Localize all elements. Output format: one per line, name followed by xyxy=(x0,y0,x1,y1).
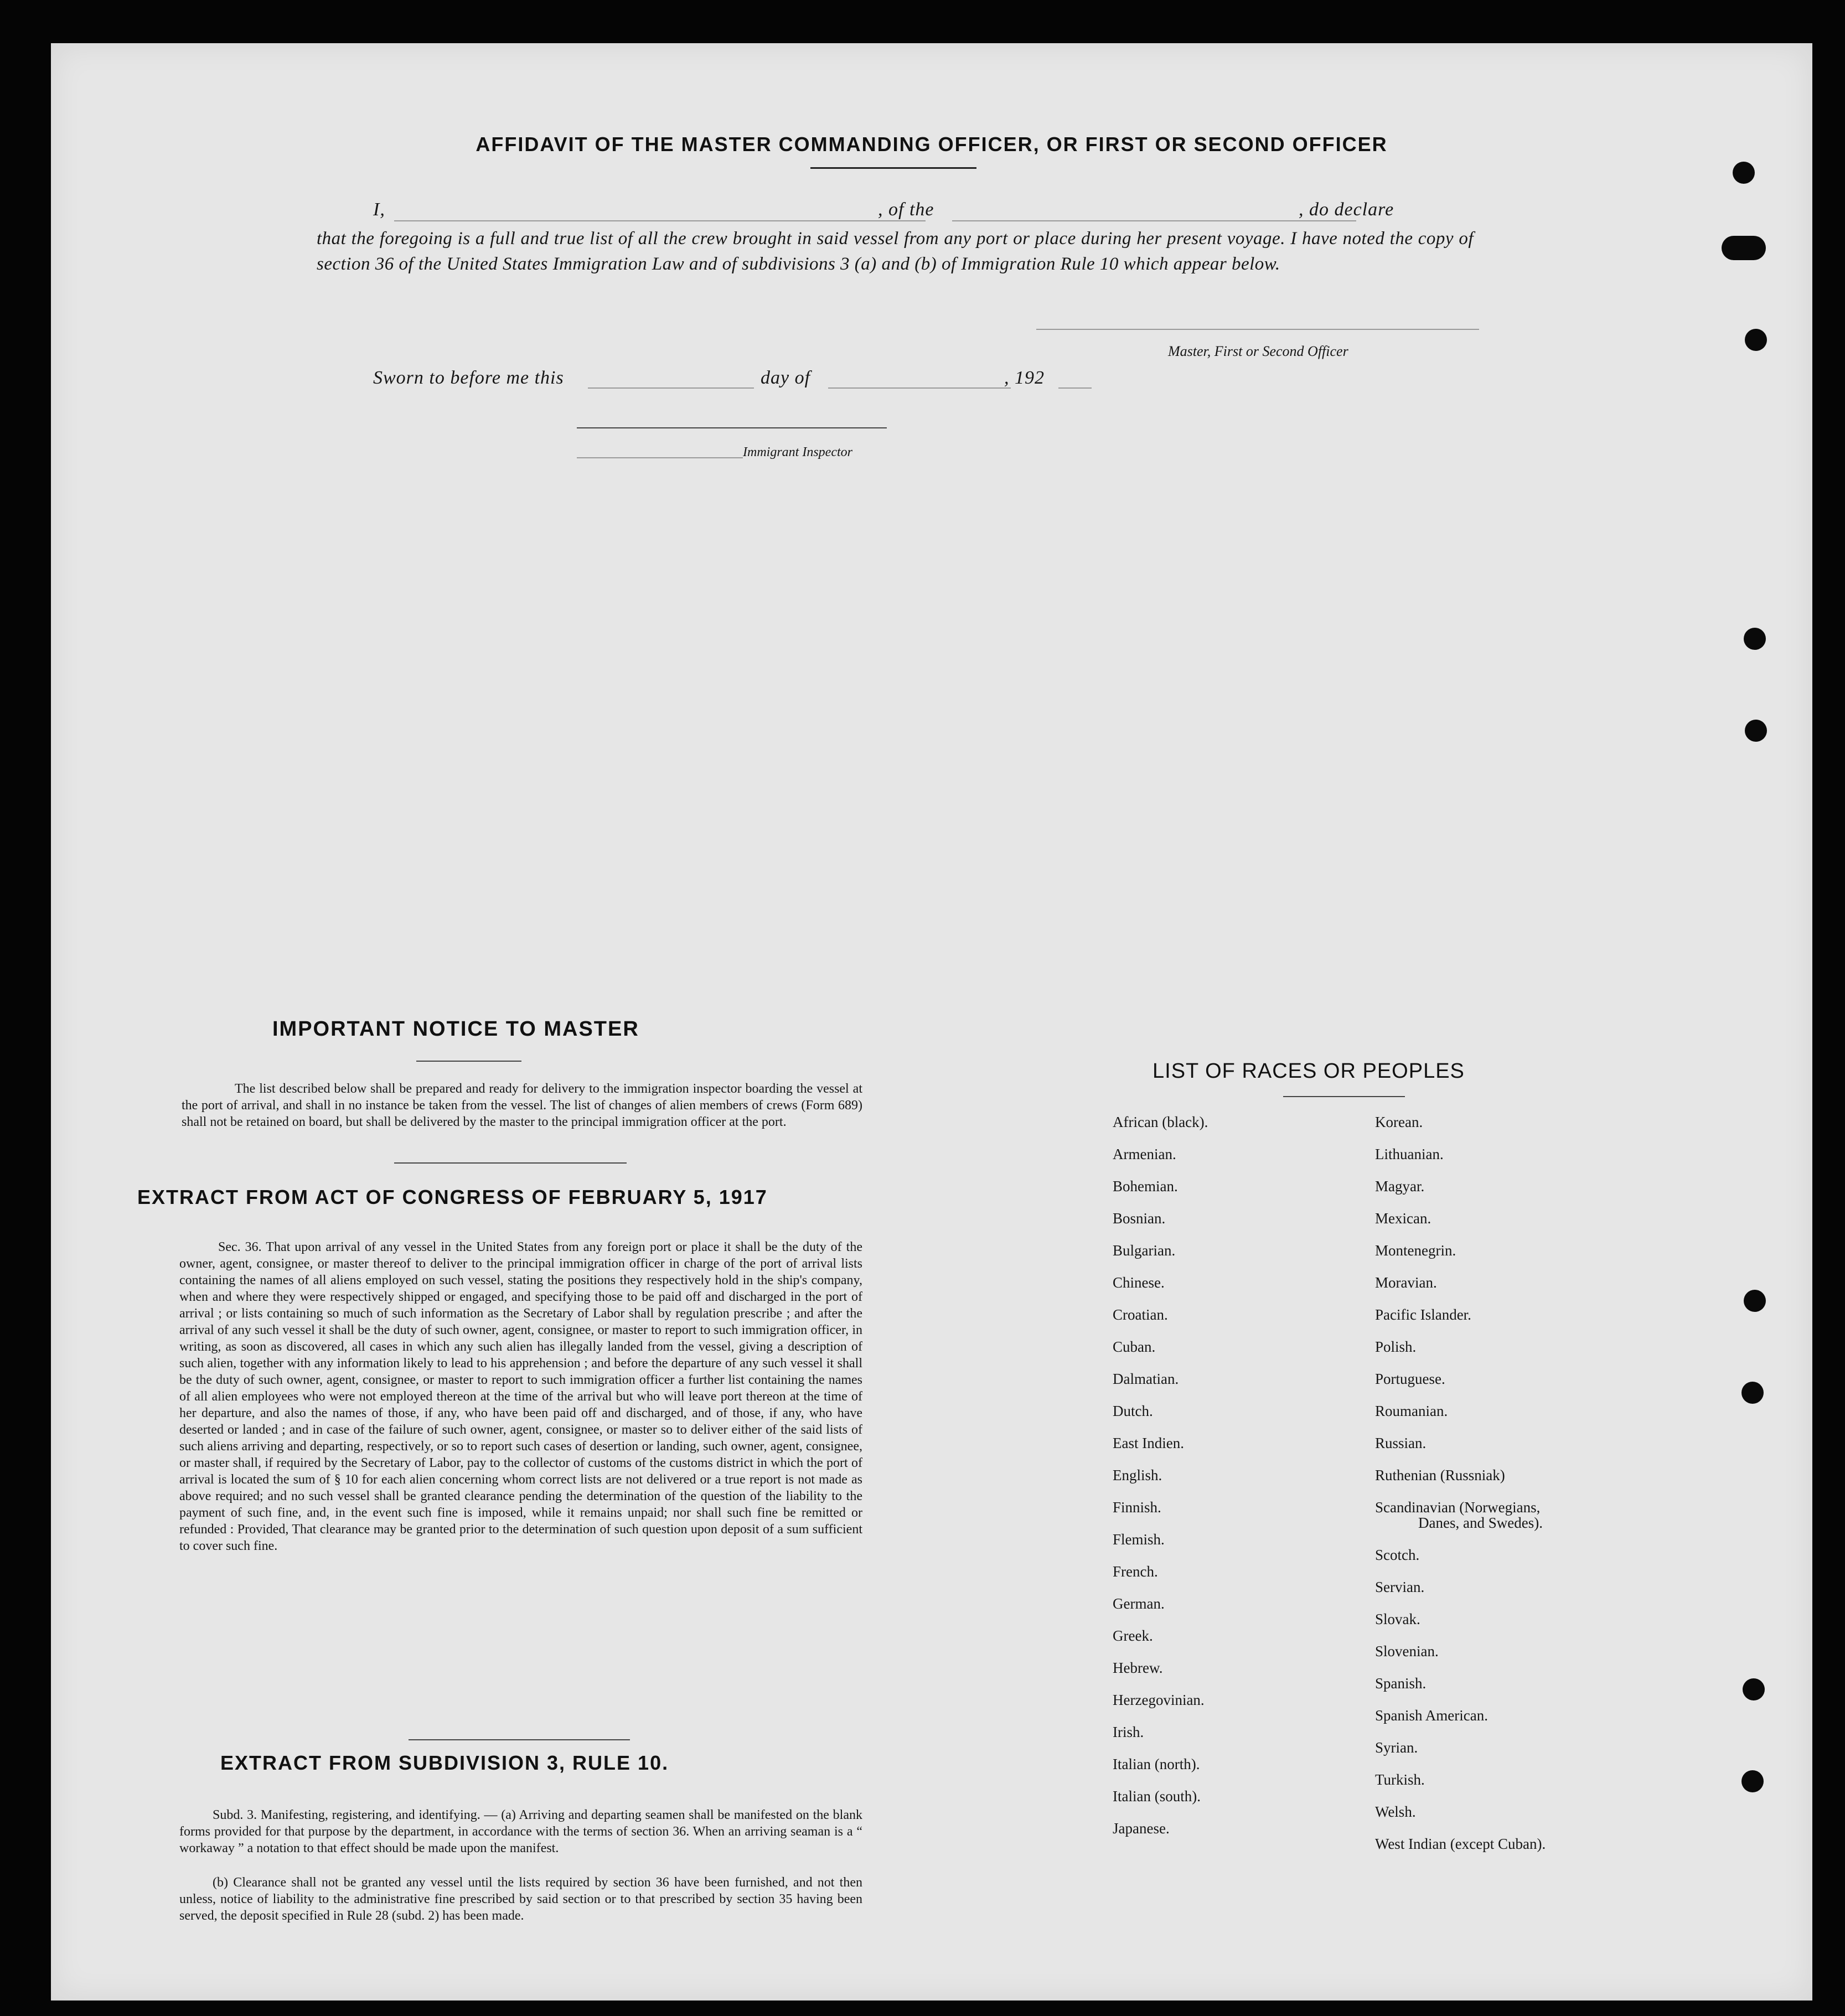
act-divider xyxy=(409,1739,630,1740)
race-item: Scandinavian (Norwegians, xyxy=(1375,1499,1541,1516)
declare-label: , do declare xyxy=(1299,199,1394,220)
inspector-signature-blank[interactable] xyxy=(577,457,743,458)
rule-para-b: (b) Clearance shall not be granted any vessel until the lists required by section 36 have been furnished, and not then unless, notice of liability to the administrative fine prescribed by said section or to that prescribed by section 35 having been served, the deposit specified in Rule 28 (subd. 2) has been made. xyxy=(179,1875,862,1923)
binder-hole xyxy=(1741,1382,1764,1404)
affidavit-i-label: I, xyxy=(373,199,385,220)
affidavit-title: AFFIDAVIT OF THE MASTER COMMANDING OFFICER, OR FIRST OR SECOND OFFICER xyxy=(476,133,1388,156)
race-item: Roumanian. xyxy=(1375,1403,1448,1419)
binder-hole xyxy=(1722,236,1766,260)
race-item: Dalmatian. xyxy=(1113,1371,1179,1387)
race-item: Turkish. xyxy=(1375,1771,1425,1788)
binder-hole xyxy=(1733,162,1755,184)
race-item: Russian. xyxy=(1375,1435,1427,1451)
race-item: Bohemian. xyxy=(1113,1178,1178,1195)
race-item: Armenian. xyxy=(1113,1146,1176,1162)
race-item: Greek. xyxy=(1113,1627,1153,1644)
race-item: Slovak. xyxy=(1375,1611,1420,1627)
act-extract-text: Sec. 36. That upon arrival of any vessel in the United States from any foreign port or place it shall be the duty of the owner, agent, consignee, or master thereof to deliver to the principal immigration officer in charge of the port of arrival lists containing the names of all aliens employed on such vessel, stating the positions they respectively hold in the ship's company, when and where they were respectively shipped or engaged, and specifying those to be paid off and discharged in the port of arrival ; or lists containing so much of such information as the Secretary of Labor shall by regulation prescribe ; and after the arrival of any such vessel it shall be the duty of such owner, agent, consignee, or master to report to such immigration officer, in writing, as soon as discovered, all cases in which any such alien has illegally landed from the vessel, giving a description of such alien, together with any information likely to lead to his apprehension ; and before the departure of any such vessel it shall be the duty of such owner, agent, consignee, or master to report to such immigration officer a further list containing the names of all alien employees who were not employed thereon at the time of the arrival but who will leave port thereon at the time of her departure, and also the names of those, if any, who have been paid off and discharged, and of those, if any, who have deserted or landed ; and in case of the failure of such owner, agent, consignee, or master so to deliver either of the said lists of such aliens arriving and departing, respectively, or so to report such cases of desertion or landing, such owner, agent, consignee, or master shall, if required by the Secretary of Labor, pay to the collector of customs of the customs district in which the port of arrival is located the sum of § 10 for each alien concerning whom correct lists are not delivered or a true report is not made as above required; and no such vessel shall be granted clearance pending the determination of the question of the liability to the payment of such fine, and, in the event such fine is imposed, while it remains unpaid; nor shall such fine be remitted or refunded : Provided, That clearance may be granted prior to the determination of such question upon deposit of a sum sufficient to cover such fine. xyxy=(179,1240,862,1553)
race-item: Slovenian. xyxy=(1375,1643,1439,1660)
race-item: Japanese. xyxy=(1113,1820,1170,1837)
race-item: Mexican. xyxy=(1375,1210,1431,1227)
binder-hole xyxy=(1743,1678,1765,1700)
signature-line[interactable] xyxy=(1036,329,1479,330)
binder-hole xyxy=(1744,628,1766,650)
title-underline xyxy=(810,167,976,169)
signature-caption: Master, First or Second Officer xyxy=(1168,343,1348,359)
race-item: Herzegovinian. xyxy=(1113,1692,1205,1708)
race-item: Bosnian. xyxy=(1113,1210,1166,1227)
race-item: Montenegrin. xyxy=(1375,1242,1456,1259)
rule-para-a: Subd. 3. Manifesting, registering, and identifying. — (a) Arriving and departing seamen shall be manifested on the blank forms provided for that purpose by the department, in accordance with the terms of section 36. When an arriving seaman is a “ workaway ” a notation to that effect should be made upon the manifest. xyxy=(179,1808,862,1855)
race-item: West Indian (except Cuban). xyxy=(1375,1836,1546,1852)
notice-divider xyxy=(394,1162,627,1164)
year-label: , 192 xyxy=(1004,368,1045,388)
race-item: Servian. xyxy=(1375,1579,1425,1595)
race-item: Croatian. xyxy=(1113,1306,1168,1323)
race-item: Chinese. xyxy=(1113,1274,1165,1291)
binder-hole xyxy=(1745,720,1767,742)
race-item: Magyar. xyxy=(1375,1178,1425,1195)
race-item: Korean. xyxy=(1375,1114,1423,1130)
race-item: Ruthenian (Russniak) xyxy=(1375,1467,1505,1483)
race-item: Italian (south). xyxy=(1113,1788,1201,1805)
races-underline xyxy=(1283,1096,1405,1097)
binder-hole xyxy=(1744,1290,1766,1312)
sworn-before-label: Sworn to before me this xyxy=(373,368,564,388)
year-blank[interactable] xyxy=(1058,387,1092,389)
inspector-caption: Immigrant Inspector xyxy=(743,445,852,459)
race-item: Dutch. xyxy=(1113,1403,1153,1419)
race-item: Danes, and Swedes). xyxy=(1418,1514,1543,1531)
race-item: Cuban. xyxy=(1113,1338,1156,1355)
race-item: Spanish American. xyxy=(1375,1707,1488,1724)
name-blank[interactable] xyxy=(394,220,926,221)
day-blank[interactable] xyxy=(588,387,754,389)
binder-hole xyxy=(1741,1770,1764,1792)
race-item: Irish. xyxy=(1113,1724,1144,1740)
race-item: German. xyxy=(1113,1595,1165,1612)
race-item: Lithuanian. xyxy=(1375,1146,1444,1162)
race-item: Scotch. xyxy=(1375,1547,1420,1563)
race-item: Flemish. xyxy=(1113,1531,1165,1548)
race-item: Pacific Islander. xyxy=(1375,1306,1471,1323)
notice-text: The list described below shall be prepared and ready for delivery to the immigration inspector boarding the vessel at the port of arrival, and shall in no instance be taken from the vessel. The list of changes of alien members of crews (Form 689) shall not be retained on board, but shall be delivered by the master to the principal immigration officer at the port. xyxy=(182,1082,862,1129)
races-title: LIST OF RACES OR PEOPLES xyxy=(1153,1059,1465,1083)
notice-title: IMPORTANT NOTICE TO MASTER xyxy=(272,1017,639,1041)
race-item: Syrian. xyxy=(1375,1739,1418,1756)
race-item: East Indien. xyxy=(1113,1435,1184,1451)
race-item: Bulgarian. xyxy=(1113,1242,1176,1259)
race-item: French. xyxy=(1113,1563,1158,1580)
notice-underline xyxy=(416,1061,521,1062)
race-item: Polish. xyxy=(1375,1338,1417,1355)
race-item: Spanish. xyxy=(1375,1675,1427,1692)
affidavit-paragraph: that the foregoing is a full and true list of all the crew brought in said vessel from any port or place during her present voyage. I have noted the copy of section 36 of the United States Immigration Law and of subdivisions 3 (a) and (b) of Immigration Rule 10 which appear below. xyxy=(317,229,1474,274)
day-of-label: day of xyxy=(761,368,811,388)
binder-hole xyxy=(1745,329,1767,351)
race-item: Moravian. xyxy=(1375,1274,1437,1291)
act-extract-title: EXTRACT FROM ACT OF CONGRESS OF FEBRUARY 5, 1917 xyxy=(137,1186,768,1208)
of-the-label: , of the xyxy=(878,199,934,220)
month-blank[interactable] xyxy=(828,387,1011,389)
race-item: English. xyxy=(1113,1467,1162,1483)
race-item: Hebrew. xyxy=(1113,1660,1163,1676)
race-item: Portuguese. xyxy=(1375,1371,1445,1387)
race-item: African (black). xyxy=(1113,1114,1208,1130)
inspector-line xyxy=(577,427,887,428)
form-page xyxy=(51,43,1812,2001)
vessel-blank[interactable] xyxy=(952,220,1356,221)
rule-extract-title: EXTRACT FROM SUBDIVISION 3, RULE 10. xyxy=(220,1751,669,1774)
race-item: Welsh. xyxy=(1375,1803,1416,1820)
race-item: Italian (north). xyxy=(1113,1756,1200,1772)
race-item: Finnish. xyxy=(1113,1499,1161,1516)
